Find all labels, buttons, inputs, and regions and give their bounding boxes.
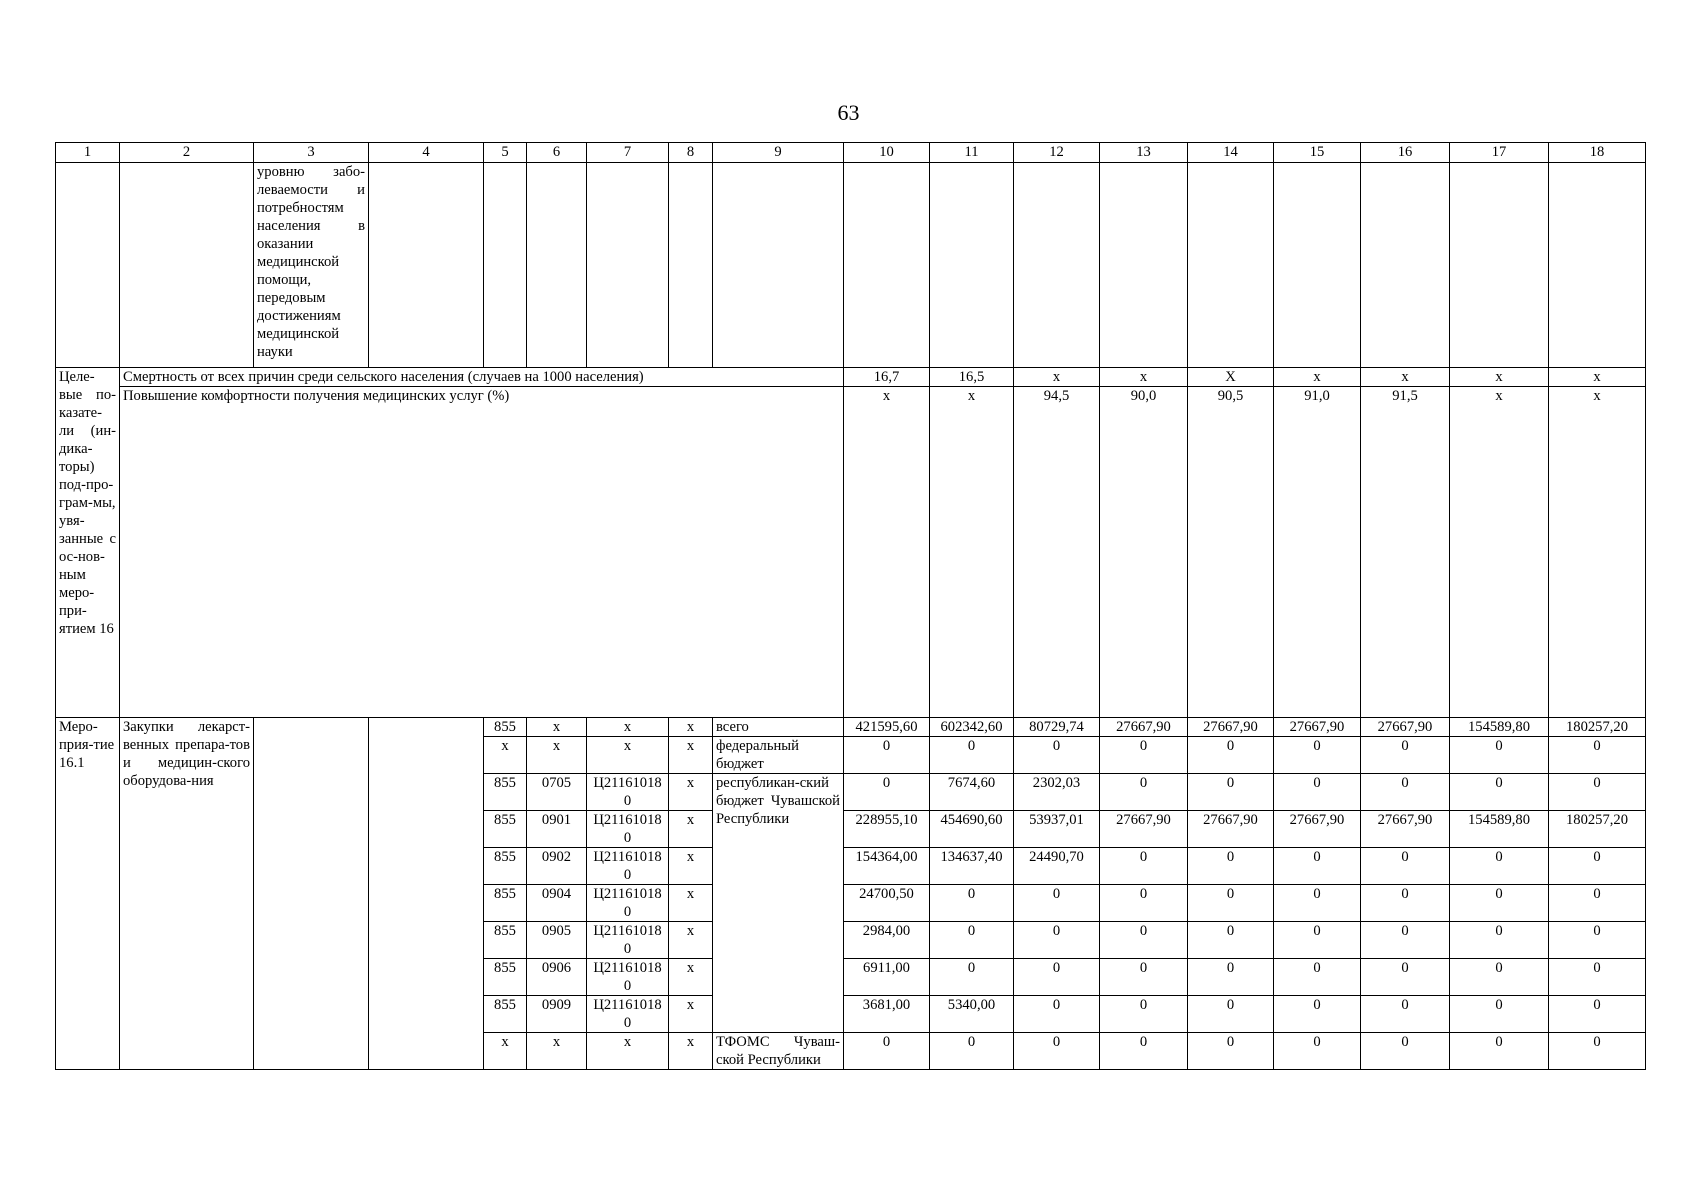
- amount: 0: [1361, 848, 1450, 885]
- code-section: 0909: [527, 996, 587, 1033]
- amount: 0: [1450, 774, 1549, 811]
- amount: 0: [1274, 1033, 1361, 1070]
- amount: 0: [1188, 1033, 1274, 1070]
- code-target: х: [587, 737, 669, 774]
- column-number: 11: [930, 143, 1014, 163]
- amount: 27667,90: [1274, 718, 1361, 737]
- amount: 602342,60: [930, 718, 1014, 737]
- amount: 0: [1188, 737, 1274, 774]
- column-number-row: [56, 143, 1646, 163]
- amount: 0: [844, 737, 930, 774]
- amount: 180257,20: [1549, 718, 1646, 737]
- indicator-value: х: [1549, 387, 1646, 718]
- code-expense: х: [669, 737, 713, 774]
- column-number: 8: [669, 143, 713, 163]
- amount: 0: [1361, 996, 1450, 1033]
- amount: 0: [1450, 922, 1549, 959]
- code-grbs: 855: [484, 959, 527, 996]
- amount: 0: [1549, 885, 1646, 922]
- indicator-value: х: [1100, 368, 1188, 387]
- amount: 27667,90: [1361, 811, 1450, 848]
- column-number: 4: [369, 143, 484, 163]
- page-number: 63: [837, 100, 860, 125]
- amount: 0: [844, 1033, 930, 1070]
- code-section: 0902: [527, 848, 587, 885]
- code-expense: х: [669, 922, 713, 959]
- amount: 27667,90: [1188, 811, 1274, 848]
- indicator-value: 90,0: [1100, 387, 1188, 718]
- amount: 0: [1188, 774, 1274, 811]
- amount: 0: [1549, 848, 1646, 885]
- amount: 0: [1361, 922, 1450, 959]
- amount: 0: [1361, 774, 1450, 811]
- code-section: 0905: [527, 922, 587, 959]
- code-grbs: 855: [484, 774, 527, 811]
- measure-col4: [369, 718, 484, 1070]
- amount: 0: [844, 774, 930, 811]
- amount: 0: [1188, 922, 1274, 959]
- amount: 2984,00: [844, 922, 930, 959]
- indicator-value: 16,5: [930, 368, 1014, 387]
- amount: 154364,00: [844, 848, 930, 885]
- column-number: 5: [484, 143, 527, 163]
- indicator-value: 16,7: [844, 368, 930, 387]
- amount: 0: [1100, 848, 1188, 885]
- amount: 0: [930, 737, 1014, 774]
- code-target: х: [587, 718, 669, 737]
- funding-source: федеральный бюджет: [713, 737, 844, 774]
- program-table: [55, 142, 1646, 1070]
- code-target: Ц211610180: [587, 885, 669, 922]
- column-number: 15: [1274, 143, 1361, 163]
- amount: 0: [1188, 996, 1274, 1033]
- amount: 0: [1450, 996, 1549, 1033]
- amount: 0: [1100, 959, 1188, 996]
- code-expense: х: [669, 959, 713, 996]
- column-number: 14: [1188, 143, 1274, 163]
- indicator-row: [56, 368, 1646, 387]
- amount: 0: [930, 1033, 1014, 1070]
- amount: 154589,80: [1450, 718, 1549, 737]
- amount: 0: [1274, 996, 1361, 1033]
- amount: 27667,90: [1100, 718, 1188, 737]
- column-number: 13: [1100, 143, 1188, 163]
- amount: 3681,00: [844, 996, 930, 1033]
- amount: 0: [1014, 959, 1100, 996]
- code-grbs: х: [484, 1033, 527, 1070]
- column-number: 6: [527, 143, 587, 163]
- code-target: Ц211610180: [587, 848, 669, 885]
- amount: 0: [1361, 885, 1450, 922]
- column-number: 2: [120, 143, 254, 163]
- continuation-row: [56, 163, 1646, 368]
- column-number: 16: [1361, 143, 1450, 163]
- column-number: 10: [844, 143, 930, 163]
- amount: 0: [1188, 959, 1274, 996]
- amount: 27667,90: [1274, 811, 1361, 848]
- amount: 228955,10: [844, 811, 930, 848]
- amount: 0: [930, 959, 1014, 996]
- amount: 0: [1549, 996, 1646, 1033]
- code-section: х: [527, 718, 587, 737]
- amount: 0: [1100, 737, 1188, 774]
- amount: 454690,60: [930, 811, 1014, 848]
- funding-source: всего: [713, 718, 844, 737]
- amount: 0: [1014, 885, 1100, 922]
- code-grbs: 855: [484, 848, 527, 885]
- amount: 180257,20: [1549, 811, 1646, 848]
- amount: 0: [1549, 774, 1646, 811]
- code-expense: х: [669, 1033, 713, 1070]
- amount: 80729,74: [1014, 718, 1100, 737]
- amount: 154589,80: [1450, 811, 1549, 848]
- amount: 0: [1549, 922, 1646, 959]
- amount: 0: [1014, 1033, 1100, 1070]
- code-expense: х: [669, 811, 713, 848]
- continuation-text: уровню забо-леваемости и потребностям населения в оказании медицинской помощи, передовым достижениям медицинской науки: [254, 163, 369, 368]
- amount: 7674,60: [930, 774, 1014, 811]
- indicator-value: 94,5: [1014, 387, 1100, 718]
- amount: 0: [1100, 885, 1188, 922]
- amount: 0: [1014, 996, 1100, 1033]
- code-grbs: х: [484, 737, 527, 774]
- code-target: Ц211610180: [587, 959, 669, 996]
- measure-name: Закупки лекарст-венных препара-тов и медицин-ского оборудова-ния: [120, 718, 254, 1070]
- column-number: 9: [713, 143, 844, 163]
- amount: 0: [1274, 959, 1361, 996]
- amount: 0: [1100, 1033, 1188, 1070]
- amount: 27667,90: [1188, 718, 1274, 737]
- indicator-value: 91,0: [1274, 387, 1361, 718]
- code-expense: х: [669, 848, 713, 885]
- indicator-value: х: [1361, 368, 1450, 387]
- amount: 0: [1274, 922, 1361, 959]
- code-target: х: [587, 1033, 669, 1070]
- indicator-value: Х: [1188, 368, 1274, 387]
- indicator-value: х: [1549, 368, 1646, 387]
- funding-source: республикан-ский бюджет Чувашской Республики: [713, 774, 844, 1033]
- indicator-row: [56, 387, 1646, 718]
- code-section: 0906: [527, 959, 587, 996]
- code-grbs: 855: [484, 811, 527, 848]
- code-section: 0901: [527, 811, 587, 848]
- indicator-value: х: [844, 387, 930, 718]
- amount: 0: [1100, 922, 1188, 959]
- amount: 421595,60: [844, 718, 930, 737]
- amount: 0: [1274, 885, 1361, 922]
- amount: 0: [1549, 959, 1646, 996]
- measure-row: [56, 718, 1646, 737]
- amount: 27667,90: [1100, 811, 1188, 848]
- code-target: Ц211610180: [587, 811, 669, 848]
- amount: 0: [1014, 737, 1100, 774]
- table-body: [56, 143, 1646, 1070]
- amount: 0: [1188, 848, 1274, 885]
- amount: 0: [1450, 848, 1549, 885]
- funding-source: ТФОМС Чуваш-ской Республики: [713, 1033, 844, 1070]
- amount: 0: [1549, 1033, 1646, 1070]
- amount: 0: [1100, 774, 1188, 811]
- amount: 0: [1100, 996, 1188, 1033]
- column-number: 7: [587, 143, 669, 163]
- amount: 0: [1274, 737, 1361, 774]
- amount: 0: [1450, 737, 1549, 774]
- amount: 0: [1361, 1033, 1450, 1070]
- amount: 2302,03: [1014, 774, 1100, 811]
- code-section: 0705: [527, 774, 587, 811]
- measure-col3: [254, 718, 369, 1070]
- code-target: Ц211610180: [587, 996, 669, 1033]
- amount: 134637,40: [930, 848, 1014, 885]
- code-expense: х: [669, 996, 713, 1033]
- column-number: 12: [1014, 143, 1100, 163]
- amount: 0: [1274, 774, 1361, 811]
- code-target: Ц211610180: [587, 922, 669, 959]
- amount: 0: [1361, 959, 1450, 996]
- indicator-name: Повышение комфортности получения медицинских услуг (%): [120, 387, 844, 718]
- code-expense: х: [669, 885, 713, 922]
- column-number: 18: [1549, 143, 1646, 163]
- indicator-value: 90,5: [1188, 387, 1274, 718]
- amount: 5340,00: [930, 996, 1014, 1033]
- amount: 0: [1188, 885, 1274, 922]
- amount: 24700,50: [844, 885, 930, 922]
- code-target: Ц211610180: [587, 774, 669, 811]
- code-grbs: 855: [484, 996, 527, 1033]
- amount: 27667,90: [1361, 718, 1450, 737]
- column-number: 1: [56, 143, 120, 163]
- code-grbs: 855: [484, 885, 527, 922]
- amount: 0: [1361, 737, 1450, 774]
- indicator-value: х: [1014, 368, 1100, 387]
- amount: 0: [1450, 1033, 1549, 1070]
- code-expense: х: [669, 718, 713, 737]
- code-expense: х: [669, 774, 713, 811]
- indicator-name: Смертность от всех причин среди сельского населения (случаев на 1000 населения): [120, 368, 844, 387]
- amount: 0: [1450, 885, 1549, 922]
- indicator-value: х: [930, 387, 1014, 718]
- column-number: 3: [254, 143, 369, 163]
- measure-label: Меро-прия-тие 16.1: [56, 718, 120, 1070]
- indicator-value: х: [1450, 387, 1549, 718]
- amount: 0: [1549, 737, 1646, 774]
- amount: 0: [1274, 848, 1361, 885]
- amount: 0: [930, 922, 1014, 959]
- indicator-value: х: [1450, 368, 1549, 387]
- indicator-value: 91,5: [1361, 387, 1450, 718]
- indicators-label: Целе-вые по-казате-ли (ин-дика-торы) под-про-грам-мы, увя-занные с ос-нов-ным меро-при-ятием 16: [56, 368, 120, 718]
- code-grbs: 855: [484, 718, 527, 737]
- code-section: х: [527, 1033, 587, 1070]
- code-section: 0904: [527, 885, 587, 922]
- amount: 0: [1014, 922, 1100, 959]
- amount: 6911,00: [844, 959, 930, 996]
- amount: 24490,70: [1014, 848, 1100, 885]
- amount: 0: [1450, 959, 1549, 996]
- code-grbs: 855: [484, 922, 527, 959]
- code-section: х: [527, 737, 587, 774]
- column-number: 17: [1450, 143, 1549, 163]
- indicator-value: х: [1274, 368, 1361, 387]
- amount: 53937,01: [1014, 811, 1100, 848]
- amount: 0: [930, 885, 1014, 922]
